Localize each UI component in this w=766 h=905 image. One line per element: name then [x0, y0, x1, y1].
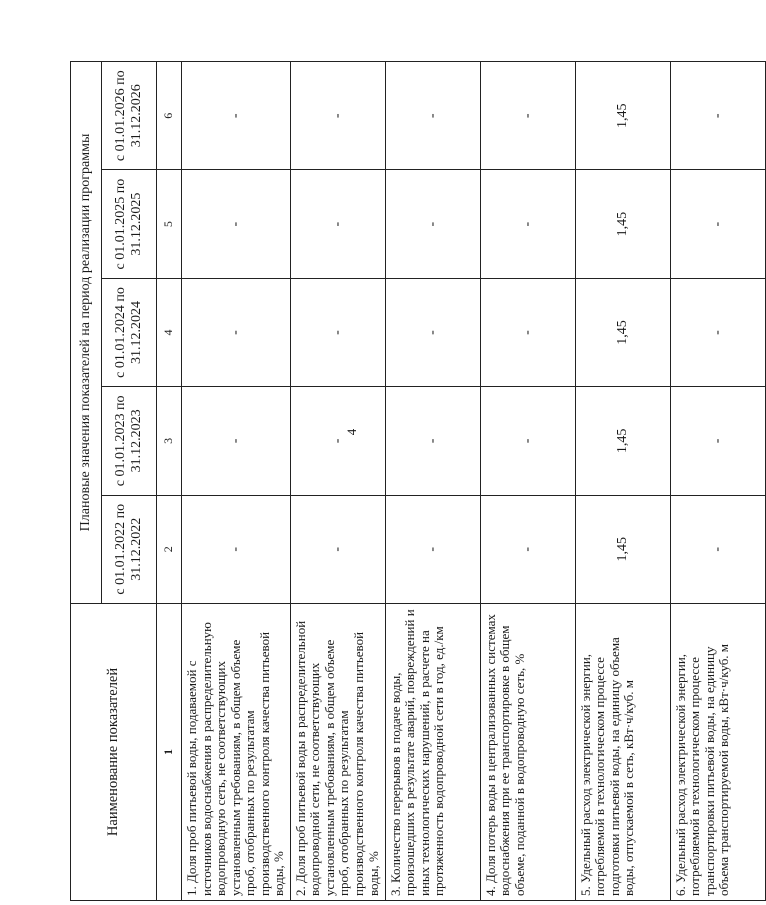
indicator-value: -: [290, 278, 385, 386]
header-period-2026: с 01.01.2026 по 31.12.2026: [102, 62, 157, 170]
page-number: 4: [344, 428, 359, 436]
indicator-value: -: [670, 170, 765, 278]
indicator-name: 2. Доля проб питьевой воды в распределительной водопроводной сети, не соответствующих установленным требованиям, в общем объеме проб, отобранных по результатам производственного контроля качества питьевой воды, %: [290, 603, 385, 900]
indicator-value: -: [290, 495, 385, 603]
indicator-value: -: [670, 62, 765, 170]
header-period-2025: с 01.01.2025 по 31.12.2025: [102, 170, 157, 278]
column-number: 2: [157, 495, 182, 603]
table-row: [385, 62, 480, 901]
indicator-value: 1,45: [575, 495, 670, 603]
indicator-value: -: [182, 170, 291, 278]
header-indicator-name: Наименование показателей: [71, 603, 157, 900]
table-row: [290, 62, 385, 901]
indicator-value: -: [290, 387, 385, 495]
indicator-value: 1,45: [575, 387, 670, 495]
column-number: 4: [157, 278, 182, 386]
indicator-value: -: [670, 387, 765, 495]
indicator-value: -: [182, 278, 291, 386]
table-row: [575, 62, 670, 901]
indicator-value: -: [480, 495, 575, 603]
header-period-2023: с 01.01.2023 по 31.12.2023: [102, 387, 157, 495]
indicators-table: [70, 61, 766, 901]
indicator-value: -: [385, 278, 480, 386]
column-number-row: [157, 62, 182, 901]
rotated-page: [70, 61, 732, 901]
indicator-value: -: [182, 62, 291, 170]
table-row: [182, 62, 291, 901]
indicator-value: -: [290, 62, 385, 170]
indicator-value: -: [182, 387, 291, 495]
indicator-name: 1. Доля проб питьевой воды, подаваемой с источников водоснабжения в распределительную водопроводную сеть, не соответствующих установленным требованиям, в общем объеме проб, отобранных по результатам производственного контроля качества питьевой воды, %: [182, 603, 291, 900]
header-row-group: [71, 62, 102, 901]
indicator-value: -: [480, 278, 575, 386]
header-period-2024: с 01.01.2024 по 31.12.2024: [102, 278, 157, 386]
indicator-name: 5. Удельный расход электрической энергии, потребляемой в технологическом процессе подготовки питьевой воды, на единицу объема воды, отпускаемой в сеть, кВт·ч/куб. м: [575, 603, 670, 900]
indicator-value: -: [670, 495, 765, 603]
indicator-value: 1,45: [575, 170, 670, 278]
indicator-value: -: [385, 170, 480, 278]
indicator-value: -: [670, 278, 765, 386]
indicator-value: -: [385, 387, 480, 495]
indicator-name: 6. Удельный расход электрической энергии, потребляемой в технологическом процессе транспортировки питьевой воды, на единицу объема транспортируемой воды, кВт·ч/куб. м: [670, 603, 765, 900]
column-number: 3: [157, 387, 182, 495]
column-number: 5: [157, 170, 182, 278]
indicator-value: -: [385, 495, 480, 603]
header-period-2022: с 01.01.2022 по 31.12.2022: [102, 495, 157, 603]
indicator-value: -: [480, 170, 575, 278]
indicator-value: -: [480, 62, 575, 170]
indicator-name: 4. Доля потерь воды в централизованных системах водоснабжения при ее транспортировке в общем объеме, поданной в водопроводную сеть, %: [480, 603, 575, 900]
indicator-value: 1,45: [575, 62, 670, 170]
indicator-value: 1,45: [575, 278, 670, 386]
table-row: [670, 62, 765, 901]
indicator-value: -: [385, 62, 480, 170]
header-planned-values: Плановые значения показателей на период реализации программы: [71, 62, 102, 604]
indicator-value: -: [290, 170, 385, 278]
indicator-value: -: [480, 387, 575, 495]
column-number: 1: [157, 603, 182, 900]
table-row: [480, 62, 575, 901]
indicator-value: -: [182, 495, 291, 603]
indicator-name: 3. Количество перерывов в подаче воды, произошедших в результате аварий, повреждений и иных технологических нарушений, в расчете на протяженность водопроводной сети в год, ед./км: [385, 603, 480, 900]
column-number: 6: [157, 62, 182, 170]
